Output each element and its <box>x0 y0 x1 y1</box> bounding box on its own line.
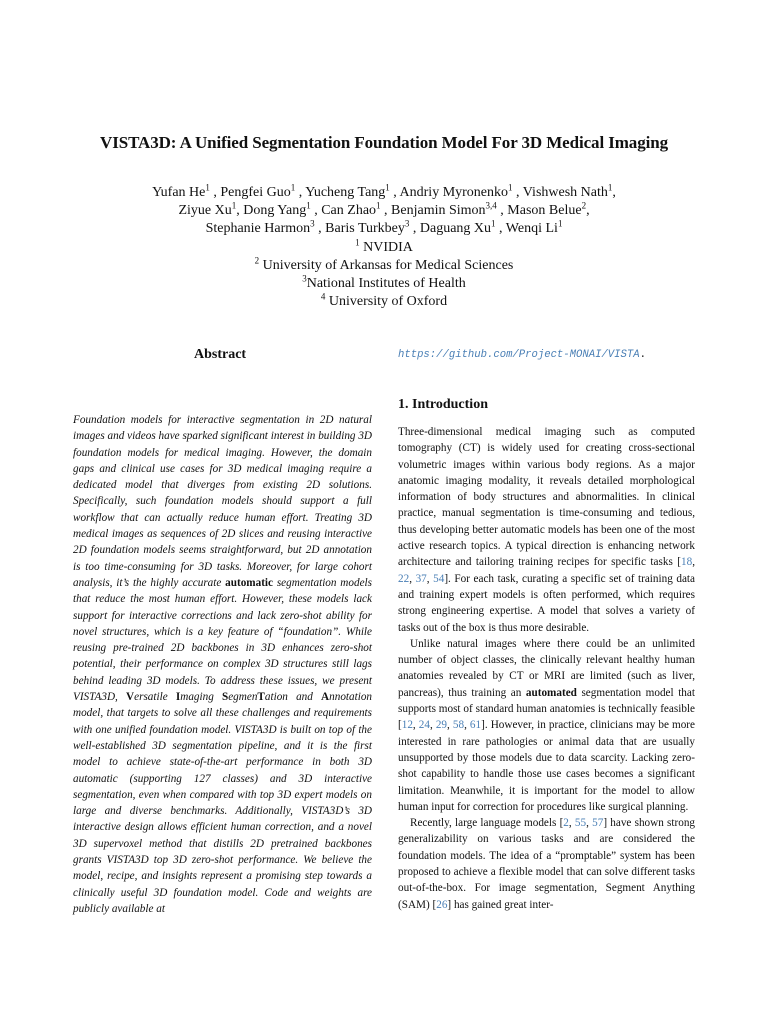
author-list <box>0 184 768 239</box>
text-run: ] have shown strong generalizability on various tasks and are considered the foundation models. The idea of a “promptable” system has been proposed to achieve a flexible model that can solve different tasks out-of-the-box. For image segmentation, Segment Anything (SAM) [ <box>398 817 696 911</box>
author-affiliation-mark: 1 <box>557 218 563 229</box>
text-run: , <box>692 556 695 569</box>
author-affiliation-mark: 1 <box>607 182 613 193</box>
author-name: Vishwesh Nath <box>522 185 608 200</box>
code-link[interactable]: https://github.com/Project-MONAI/VISTA <box>398 349 640 361</box>
author-name: Yufan He <box>152 185 206 200</box>
emphasis-text: automatic <box>225 576 274 589</box>
emphasis-text: T <box>257 691 265 704</box>
author-affiliation-mark: 1 <box>376 200 381 211</box>
affiliation-mark: 2 <box>254 255 260 266</box>
author-separator: , <box>612 185 616 200</box>
author-name: Mason Belue <box>507 203 582 219</box>
text-run: nnotation model, that targets to solve all these challenges and requirements with one unified foundation model. VISTA3D is built on top of the well-established 3D segmentation pipeline, and it is the first model to achieve state-of-the-art performance in both 3D automatic (supporting 127 classes) and 3D interactive segmentation, even when compared with top 3D expert models on large and diverse benchmarks. Additionally, VISTA3D’s 3D interactive design allows efficient human correction, and a novel 3D supervoxel method that distills 2D pretrained backbones grants VISTA3D top 3D zero-shot performance. We believe the model, recipe, and insights represent a promising step towards a clinically useful 3D foundation model. Code and weights are publicly available at <box>73 691 373 915</box>
citation-link[interactable]: 26 <box>436 898 448 911</box>
text-run: , <box>429 719 436 732</box>
emphasis-text: V <box>126 691 135 704</box>
affiliation <box>0 236 768 257</box>
author-affiliation-mark: 2 <box>581 200 587 211</box>
citation-link[interactable]: 55 <box>574 817 587 830</box>
affiliation-name: University of Oxford <box>325 294 448 310</box>
citation-link[interactable]: 18 <box>681 556 693 569</box>
author-affiliation-mark: 1 <box>306 200 311 211</box>
author-separator: , <box>389 185 400 200</box>
emphasis-text: S <box>221 691 229 704</box>
citation-link[interactable]: 2 <box>563 817 569 830</box>
author-separator: , <box>310 203 322 219</box>
author-separator: , <box>496 203 508 219</box>
introduction-text <box>398 424 695 913</box>
author-name: Daguang Xu <box>419 221 492 237</box>
paper-title: VISTA3D: A Unified Segmentation Foundation Model For 3D Medical Imaging <box>100 133 668 152</box>
abstract-heading: Abstract <box>194 347 247 362</box>
citation-link[interactable]: 22 <box>398 572 410 585</box>
author-name: Baris Turkbey <box>325 221 405 237</box>
text-run: , <box>447 719 453 732</box>
author-name: Can Zhao <box>321 203 377 219</box>
text-run: ] has gained great inter- <box>447 898 554 911</box>
citation-link[interactable]: 37 <box>415 572 427 585</box>
author-affiliation-mark: 3,4 <box>485 200 497 211</box>
affiliation-list <box>0 236 768 312</box>
code-link-line <box>398 349 646 361</box>
author-separator: , <box>380 203 392 219</box>
author-separator: , <box>209 185 221 200</box>
author-separator: , <box>586 203 590 219</box>
author-affiliation-mark: 1 <box>508 182 513 193</box>
affiliation <box>0 257 768 275</box>
text-run: egmen <box>228 691 258 704</box>
introduction-paragraph <box>398 424 695 636</box>
author-line <box>0 220 768 238</box>
affiliation <box>0 275 768 293</box>
introduction-paragraph <box>398 636 695 815</box>
citation-link[interactable]: 58 <box>452 719 465 732</box>
text-run: maging <box>180 691 222 704</box>
code-link-period: . <box>639 349 646 361</box>
author-line <box>0 202 768 220</box>
citation-link[interactable]: 54 <box>433 572 445 585</box>
citation-link[interactable]: 12 <box>401 719 413 732</box>
text-run: segmentation models that reduce the most human effort. However, these models lack support for interactive corrections and lack zero-shot ability for novel structures, which is a key feature of “foundation”. While reusing pre-trained 2D backbones in 3D enhances zero-shot potential, their performance on complex 3D structures still lags behind leading 3D models. To address these issues, we present VISTA3D, <box>73 576 372 704</box>
author-name: Wenqi Li <box>505 221 558 237</box>
text-run: Foundation models for interactive segmentation in 2D natural images and videos have sparked significant interest in building 3D foundation models for medical imaging. However, the domain gaps and clinical use cases for 3D medical imaging require a dedicated model that diverges from existing 2D solutions. Specifically, such foundation models should support a full workflow that can actually reduce human effort. Treating 3D medical images as sequences of 2D slices and reusing interactive 2D foundation models seems straightforward, but 2D annotation is too time-consuming for 3D tasks. Moreover, for large cohort analysis, it’s the highly accurate <box>73 414 372 589</box>
author-separator: , <box>409 221 420 237</box>
emphasis-text: I <box>175 691 181 704</box>
emphasis-text: automated <box>525 686 577 699</box>
text-run: , <box>412 719 419 732</box>
author-separator: , <box>295 185 306 200</box>
author-affiliation-mark: 3 <box>310 218 315 229</box>
text-run: Unlike natural images where there could be an unlimited number of object classes, the clinically relevant healthy human anatomies revealed by CT or MRI are limited (such as liver, pancreas), thus training an <box>398 637 695 699</box>
citation-link[interactable]: 57 <box>592 817 604 830</box>
introduction-heading: 1. Introduction <box>398 397 488 412</box>
author-affiliation-mark: 1 <box>231 200 237 211</box>
text-run: ersatile <box>134 691 176 704</box>
text-run: segmentation model that supports most of standard human anatomies is technically feasible [ <box>398 686 695 732</box>
text-run: , <box>426 572 434 585</box>
text-run: ation and <box>264 691 322 704</box>
author-separator: , <box>236 203 244 219</box>
text-run: , <box>586 817 593 830</box>
text-run: Three-dimensional medical imaging such as computed tomography (CT) is widely used for creating cross-sectional volumetric images within various body regions. As a major anatomic imaging modality, it reveals detailed morphological information of body structures and abnormalities. In clinical practice, manual segmentation is time-consuming and tedious, thus developing better automatic models has been one of the most active research topics. A typical direction is enhancing network architecture and tailoring training recipes for specific tasks [ <box>398 426 695 569</box>
affiliation-name: National Institutes of Health <box>306 276 466 292</box>
introduction-paragraph <box>398 815 695 913</box>
author-name: Pengfei Guo <box>220 185 291 200</box>
affiliation <box>0 293 768 311</box>
abstract-text <box>73 412 372 917</box>
citation-link[interactable]: 24 <box>418 719 430 732</box>
affiliation-name: NVIDIA <box>359 239 413 255</box>
citation-link[interactable]: 29 <box>435 719 448 732</box>
affiliation-name: University of Arkansas for Medical Sciences <box>259 257 514 273</box>
text-run: , <box>464 719 470 732</box>
text-run: ]. However, in practice, clinicians may be more interested in rare pathologies or animal data that are usually unsupported by those models due to data scarcity. Lacking zero-shot capability to handle those use cases becomes a significant limitation. Meanwhile, it is important for the model to allow human input for correction for procedures like surgical planning. <box>398 719 695 813</box>
author-affiliation-mark: 1 <box>491 218 496 229</box>
author-name: Benjamin Simon <box>391 203 486 219</box>
text-run: , <box>568 817 575 830</box>
author-name: Ziyue Xu <box>178 203 232 219</box>
author-separator: , <box>512 185 523 200</box>
author-name: Yucheng Tang <box>305 185 386 200</box>
author-name: Andriy Myronenko <box>399 185 509 200</box>
author-separator: , <box>495 221 506 237</box>
affiliation-mark: 1 <box>355 236 360 247</box>
text-run: Recently, large language models [ <box>410 817 564 830</box>
author-affiliation-mark: 1 <box>205 182 210 193</box>
affiliation-mark: 4 <box>320 291 326 302</box>
text-run: ]. For each task, curating a specific set of training data and training expert models is often performed, which requires strong engineering expertise. A model that solves a variety of tasks out of the box is thus more desirable. <box>398 572 695 634</box>
author-line <box>0 184 768 202</box>
text-run: , <box>409 572 416 585</box>
author-name: Stephanie Harmon <box>205 221 311 237</box>
author-block <box>0 184 768 311</box>
emphasis-text: A <box>321 691 330 704</box>
author-affiliation-mark: 3 <box>404 218 410 229</box>
author-affiliation-mark: 1 <box>385 182 390 193</box>
affiliation-mark: 3 <box>302 273 307 284</box>
author-name: Dong Yang <box>243 203 307 219</box>
author-affiliation-mark: 1 <box>290 182 296 193</box>
author-separator: , <box>314 221 326 237</box>
citation-link[interactable]: 61 <box>469 719 482 732</box>
